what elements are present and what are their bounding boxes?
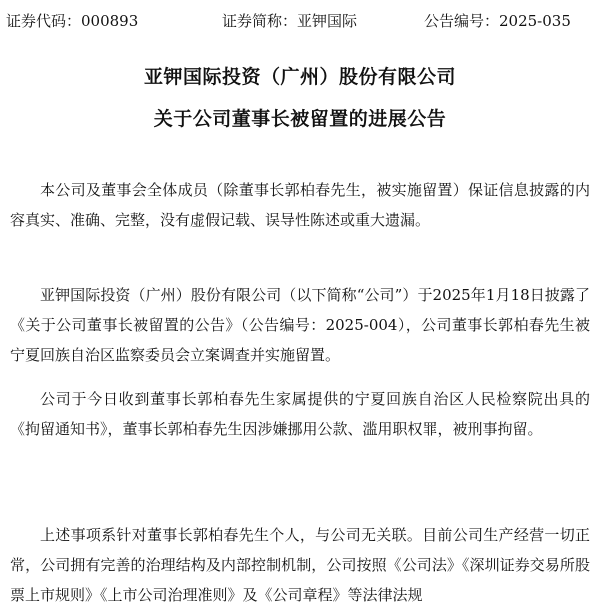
- stock-code: 证券代码：000893: [6, 12, 139, 30]
- stock-abbreviation: 证券简称：亚钾国际: [222, 12, 358, 30]
- disclosure-paragraph: 亚钾国际投资（广州）股份有限公司（以下简称“公司”）于2025年1月18日披露了《关于公司董事长被留置的公告》（公告编号：2025-004），公司董事长郭柏春先生被宁夏回族自治区监察委员会立案调查并实施留置。: [10, 286, 590, 364]
- statement-paragraph: 本公司及董事会全体成员（除董事长郭柏春先生，被实施留置）保证信息披露的内容真实、准确、完整，没有虚假记载、误导性陈述或重大遗漏。: [10, 181, 590, 229]
- company-title: 亚钾国际投资（广州）股份有限公司: [143, 66, 456, 88]
- document-header: [0, 9, 600, 33]
- announcement-number: 公告编号：2025-035: [424, 12, 571, 30]
- progress-paragraph: 公司于今日收到董事长郭柏春先生家属提供的宁夏回族自治区人民检察院出具的《拘留通知书》，董事长郭柏春先生因涉嫌挪用公款、滥用职权罪，被刑事拘留。: [10, 390, 590, 438]
- impact-paragraph: 上述事项系针对董事长郭柏春先生个人，与公司无关联。目前公司生产经营一切正常，公司拥有完善的治理结构及内部控制机制，公司按照《公司法》《深圳证券交易所股票上市规则》《上市公司治理准则》及《公司章程》等法律法规: [10, 526, 590, 604]
- announcement-title: 关于公司董事长被留置的进展公告: [153, 108, 447, 130]
